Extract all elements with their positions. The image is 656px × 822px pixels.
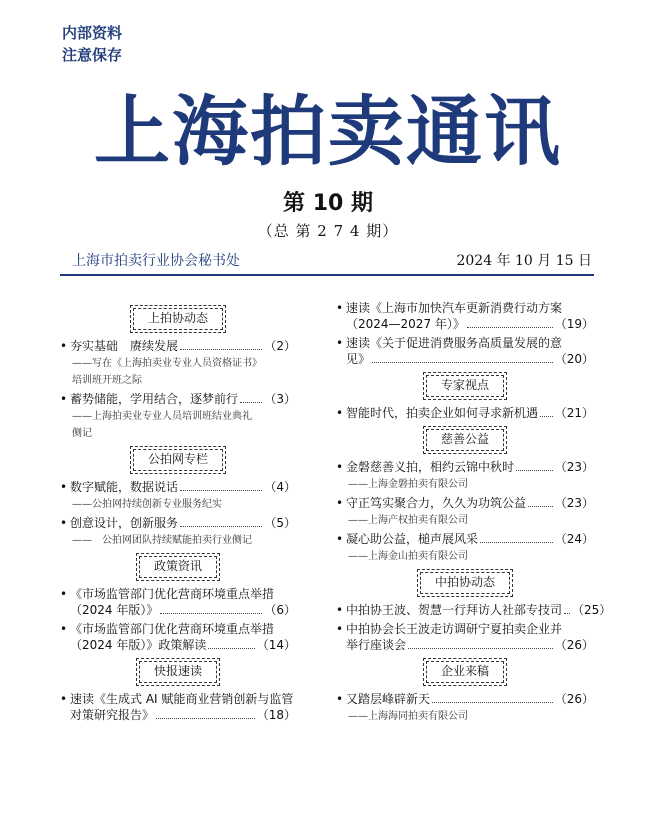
masthead-title: 上海拍卖通讯 [94,87,562,176]
toc-subtitle: ——上海拍卖业专业人员培训班结业典礼 [72,411,252,422]
section-header: 快报速读 [60,661,296,683]
toc-right-column [336,300,612,727]
toc-entry[interactable]: • 《市场监管部门优化营商环境重点举措 （2024 年版）》 （6） [60,586,296,618]
toc-subtitle: 侧记 [72,428,92,439]
total-issue: （总 第 2 7 4 期） [257,222,399,240]
toc-subtitle: ——写在《上海拍卖业专业人员资格证书》 [72,358,262,369]
section-header: 专家视点 [336,375,594,397]
toc-entry[interactable]: • 又踏层峰辟新天 （26） [336,691,594,707]
issue-number: 第 10 期 [283,191,373,216]
header-rule [60,274,594,276]
toc-entry[interactable]: • 中拍协会长王波走访调研宁夏拍卖企业并 举行座谈会 （26） [336,621,594,653]
toc-entry[interactable]: • 速读《上海市加快汽车更新消费行动方案 （2024—2027 年）》 （19） [336,300,594,332]
issue-date: 2024 年 10 月 15 日 [456,253,592,269]
toc-left-column [60,300,296,726]
toc-subtitle: ——上海金山拍卖有限公司 [348,551,468,562]
internal-line-2: 注意保存 [62,46,123,64]
section-header: 政策资讯 [60,556,296,578]
toc-subtitle: 培训班开班之际 [72,375,142,386]
toc-entry[interactable]: • 速读《生成式 AI 赋能商业营销创新与监管 对策研究报告》 （18） [60,691,296,723]
section-header: 中拍协动态 [336,572,594,594]
toc-entry[interactable]: • 创意设计，创新服务 （5） [60,515,296,531]
toc-entry[interactable]: • 中拍协王波、贺慧一行拜访人社部专技司 （25） [336,602,594,618]
section-header: 慈善公益 [336,429,594,451]
toc-entry[interactable]: • 金磐慈善义拍，相约云锦中秋时 （23） [336,459,594,475]
section-header: 上拍协动态 [60,308,296,330]
section-header: 企业来稿 [336,661,594,683]
organization: 上海市拍卖行业协会秘书处 [72,253,240,269]
toc-entry[interactable]: • 智能时代，拍卖企业如何寻求新机遇 （21） [336,405,594,421]
toc-subtitle: —— 公拍网团队持续赋能拍卖行业侧记 [72,535,252,546]
toc-entry[interactable]: • 《市场监管部门优化营商环境重点举措 （2024 年版）》政策解读 （14） [60,621,296,653]
toc-entry[interactable]: • 凝心助公益，槌声展风采 （24） [336,531,594,547]
internal-line-1: 内部资料 [62,24,123,42]
toc-entry[interactable]: • 蓄势储能，学用结合，逐梦前行 （3） [60,391,296,407]
toc-subtitle: ——上海海同拍卖有限公司 [348,711,468,722]
toc-subtitle: ——上海金磐拍卖有限公司 [348,479,468,490]
toc-subtitle: ——公拍网持续创新专业服务纪实 [72,499,222,510]
section-header: 公拍网专栏 [60,449,296,471]
toc-entry[interactable]: • 速读《关于促进消费服务高质量发展的意 见》 （20） [336,335,594,367]
toc-subtitle: ——上海产权拍卖有限公司 [348,515,468,526]
toc-entry[interactable]: • 夯实基础 赓续发展 （2） [60,338,296,354]
internal-notice [62,22,122,66]
toc-entry[interactable]: • 守正笃实聚合力，久久为功筑公益 （23） [336,495,594,511]
toc-entry[interactable]: • 数字赋能，数据说话 （4） [60,479,296,495]
